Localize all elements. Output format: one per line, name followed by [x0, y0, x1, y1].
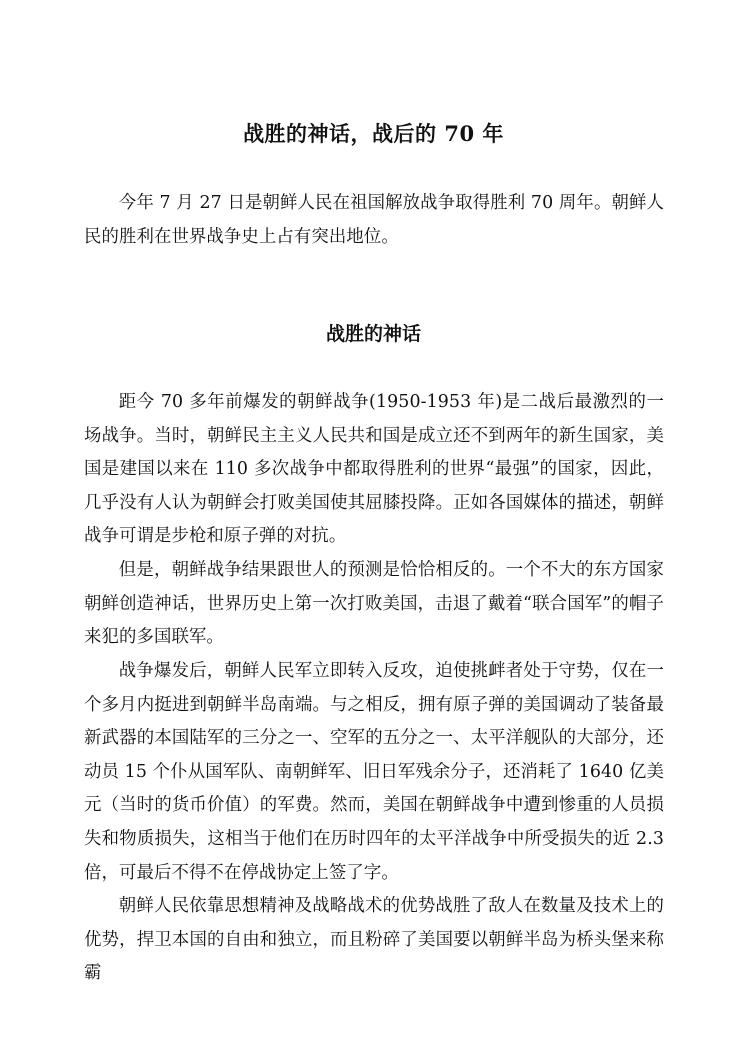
body-paragraph: 但是，朝鲜战争结果跟世人的预测是恰恰相反的。一个不大的东方国家朝鲜创造神话，世界历史上第一次打败美国，击退了戴着“联合国军”的帽子来犯的多国联军。	[84, 560, 664, 648]
body-paragraph: 朝鲜人民依靠思想精神及战略战术的优势战胜了敌人在数量及技术上的优势，捍卫本国的自由和独立，而且粉碎了美国要以朝鲜半岛为桥头堡来称霸	[84, 896, 664, 984]
section-heading: 战胜的神话	[325, 323, 421, 345]
body-paragraph: 战争爆发后，朝鲜人民军立即转入反攻，迫使挑衅者处于守势，仅在一个多月内挺进到朝鲜半岛南端。与之相反，拥有原子弹的美国调动了装备最新武器的本国陆军的三分之一、空军的五分之一、太平洋舰队的大部分，还动员 15 个仆从国军队、南朝鲜军、旧日军残余分子，还消耗了 1640 亿美元（当时的货币价值）的军费。然而，美国在朝鲜战争中遭到惨重的人员损失和物质损失，这相当于他们在历时四年的太平洋战争中所受损失的近 2.3 倍，可最后不得不在停战协定上签了字。	[84, 661, 664, 883]
document-title: 战胜的神话，战后的 70 年	[243, 121, 504, 146]
body-paragraph: 距今 70 多年前爆发的朝鲜战争(1950-1953 年)是二战后最激烈的一场战争。当时，朝鲜民主主义人民共和国是成立还不到两年的新生国家，美国是建国以来在 110 多次战争中都取得胜利的世界“最强”的国家，因此，几乎没有人认为朝鲜会打败美国使其屈膝投降。正如各国媒体的描述，朝鲜战争可谓是步枪和原子弹的对抗。	[84, 392, 664, 547]
intro-paragraph: 今年 7 月 27 日是朝鲜人民在祖国解放战争取得胜利 70 周年。朝鲜人民的胜利在世界战争史上占有突出地位。	[84, 193, 664, 247]
